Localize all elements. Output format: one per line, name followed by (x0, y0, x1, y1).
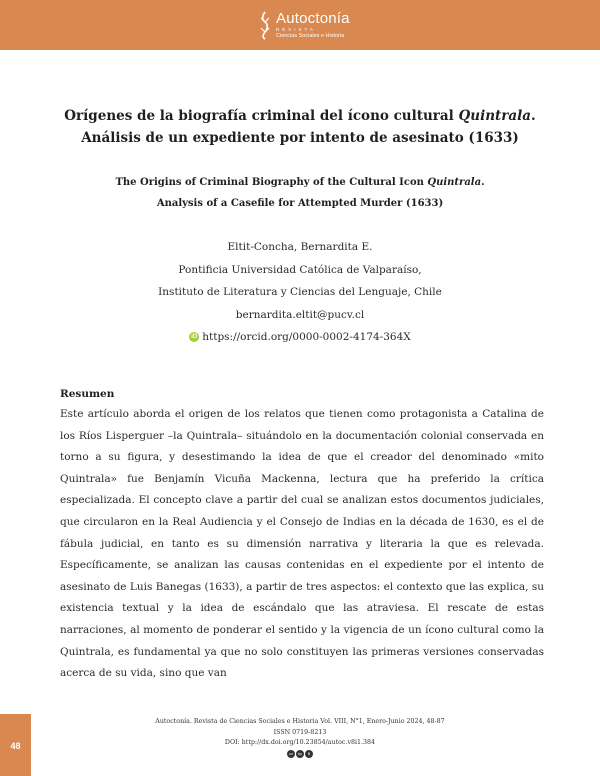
title-spanish-line1 (60, 105, 540, 127)
logo-name: Autoctonía (276, 10, 350, 27)
orcid-link[interactable] (60, 326, 540, 349)
orcid-icon: iD (191, 334, 198, 341)
orcid-url[interactable]: https://orcid.org/0000-0002-4174-364X (202, 331, 411, 343)
title-english-line1 (60, 172, 540, 193)
title-english-prefix: The Origins of Criminal Biography of the Cultural Icon (115, 177, 428, 188)
page-footer (150, 717, 450, 759)
abstract-heading: Resumen (60, 388, 115, 400)
author-affiliation-1: Pontificia Universidad Católica de Valparaíso, (178, 263, 422, 276)
title-english (60, 172, 540, 214)
logo-tagline: Ciencias Sociales e Historia (276, 32, 345, 39)
footer-doi[interactable]: DOI: http://dx.doi.org/10.23854/autoc.v8i1.384 (224, 739, 376, 746)
title-english-line2: Analysis of a Casefile for Attempted Murder (1633) (156, 198, 444, 209)
title-spanish-prefix: Orígenes de la biografía criminal del ícono cultural (64, 108, 459, 124)
title-english-suffix: . (481, 177, 485, 188)
title-spanish-italic: Quintrala (458, 108, 531, 124)
logo-subtitle: REVISTA (276, 27, 316, 32)
author-block (60, 236, 540, 349)
title-spanish (60, 105, 540, 149)
journal-logo[interactable] (258, 6, 350, 44)
cc-icon: cc (289, 750, 293, 756)
cc-nc-icon: $ (305, 750, 313, 758)
abstract-text: Este artículo aborda el origen de los relatos que tienen como protagonista a Catalina de los Ríos Lisperguer –la Quintrala– situándolo en la documentación colonial conservada en torno a su figura, y desestimando la idea de que el creador del denominado «mito Quintrala» fue Benjamín Vicuña Mackenna, lectura que ha preferido la crítica especializada. El concepto clave a partir del cual se analizan estos documentos judiciales, que circularon en la Real Audiencia y el Consejo de Indias en la década de 1630, es el de fábula judicial, en tanto es su dimensión narrativa y literaria la que es relevada. Específicamente, se analizan las causas contenidas en el expediente por el intento de asesinato de Luis Banegas (1633), a partir de tres aspectos: el contexto que las explica, su existencia textual y la idea de escándalo que las atraviesa. El rescate de estas narraciones, al momento de ponderar el sentido y la vigencia de un ícono cultural como la Quintrala, es fundamental ya que no solo constituyen las primeras versiones conservadas acerca de su vida, sino que van (60, 408, 544, 680)
journal-header-bar (0, 0, 600, 50)
cc-by-icon: by (297, 750, 303, 756)
author-email[interactable]: bernardita.eltit@pucv.cl (235, 308, 365, 321)
author-affiliation-2: Instituto de Literatura y Ciencias del Lenguaje, Chile (158, 286, 442, 298)
license-badge[interactable] (287, 750, 313, 758)
footer-citation: Autoctonía. Revista de Ciencias Sociales e Historia Vol. VIII, N°1, Enero-Junio 2024, 48-87 (155, 718, 445, 725)
footer-issn: ISSN 0719-8213 (273, 728, 327, 736)
logo-mark-icon (258, 10, 272, 40)
title-english-italic: Quintrala (427, 177, 482, 188)
title-spanish-suffix: . (531, 108, 536, 124)
page-number: 48 (10, 741, 21, 751)
title-spanish-line2: Análisis de un expediente por intento de asesinato (1633) (81, 130, 519, 146)
author-name: Eltit-Concha, Bernardita E. (227, 241, 373, 253)
